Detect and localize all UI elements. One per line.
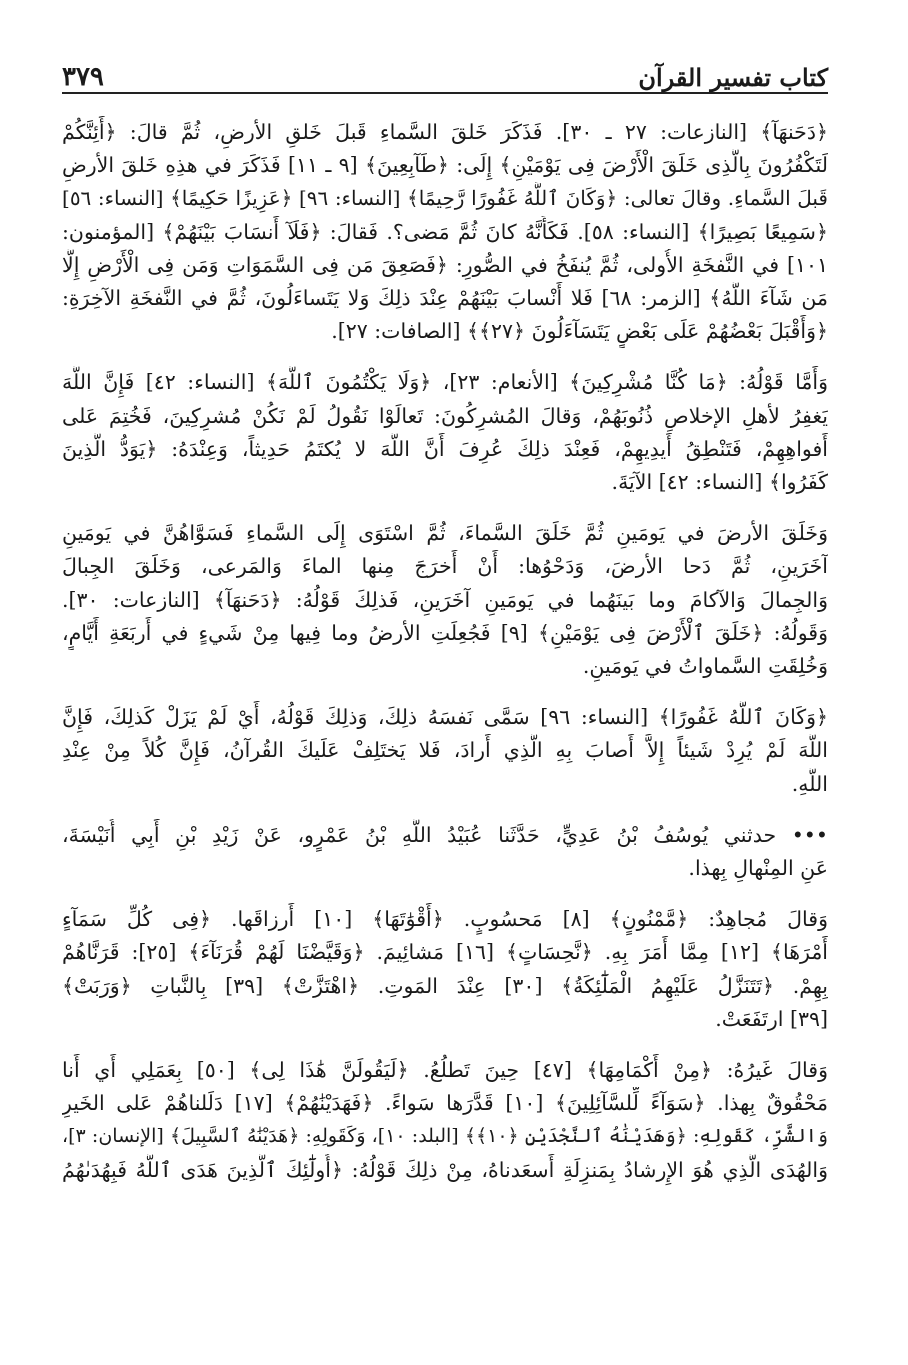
text-line: ﴿دَحَنهَآ﴾ [النازعات: ٢٧ ـ ٣٠]. فَذَكَرَ خَلقَ السَّماءِ قَبلَ خَلقِ الأرضِ، ثُمَّ قالَ: ﴿أَئِنَّكُمْ bbox=[62, 120, 828, 144]
paragraph-2 bbox=[62, 366, 828, 499]
text-line: بِهِمْ. ﴿تَتَنَزَّلُ عَلَيْهِمُ الْمَلَٰٓئِكَةُ﴾ [٣٠] عِنْدَ المَوتِ. ﴿اهْتَزَّتْ﴾ [٣٩] بِالنَّباتِ ﴿وَرَبَتْ﴾ bbox=[62, 973, 828, 998]
text-line: مَحْقُوقٌ بِهذا. ﴿سَوَآءً لِّلسَّآئِلِينَ﴾ [١٠] قَدَّرَها سَواءً. ﴿فَهَدَيْنَٰهُمْ﴾ [١٧] دَلَلناهُمْ عَلى الخَيرِ bbox=[62, 1091, 828, 1116]
paragraph-7 bbox=[62, 1054, 828, 1187]
paragraph-1 bbox=[62, 116, 828, 348]
text-line: وَالجِمالَ وَالآكامَ وما بَينَهُما في يَومَينِ آخَرَينِ، فَذلِكَ قَوْلُهُ: ﴿دَحَنهَآ﴾ [النازعات: ٣٠]. bbox=[62, 587, 828, 612]
text-line: وَقالَ مُجاهِدٌ: ﴿مَّمْنُونٍ﴾ [٨] مَحسُوبٍ. ﴿أَقْوَٰتَهَا﴾ [١٠] أَرزاقَها. ﴿فِى كُلِّ سَمَآءٍ bbox=[62, 907, 828, 932]
text-line: وَقالَ غَيرُهُ: ﴿مِنْ أَكْمَامِهَا﴾ [٤٧] حِينَ تَطلُعُ. ﴿لَيَقُولَنَّ هَٰذَا لِى﴾ [٥٠] بِعَمَلِي أَي أَنا bbox=[62, 1058, 828, 1083]
text-line: ﴿سَمِيعًا بَصِيرًا﴾ [النساء: ٥٨]. فَكَأَنَّهُ كانَ ثُمَّ مَضى؟. فَقالَ: ﴿فَلَآ أَنسَابَ بَيْنَهُمْ﴾ [المؤمنون: bbox=[62, 219, 828, 244]
text-line: ••• حدثني يُوسُفُ بْنُ عَدِيٍّ، حَدَّثَنا عُبَيْدُ اللَّهِ بْنُ عَمْرٍو، عَنْ زَيْدِ بْنِ أَبِي أُنَيْسَةَ، bbox=[62, 822, 828, 847]
paragraph-3 bbox=[62, 517, 828, 683]
text-line: يَغفِرُ لأهلِ الإخلاصِ ذُنُوبَهُمْ، وَقالَ المُشرِكُونَ: تَعالَوْا نَقُولُ لَمْ نَكُنْ مُشرِكِينَ، فَخُتِمَ عَلى bbox=[62, 403, 828, 428]
text-line: وَالهُدَى الَّذِي هُوَ الإِرشادُ بِمَنزِلَةِ أَسعَدناهُ، مِنْ ذلِكَ قَوْلُهُ: ﴿أُولَٰٓئِكَ ٱلَّذِينَ هَدَى ٱللَّهُ فَبِهُدَىٰهُمُ bbox=[62, 1157, 828, 1182]
text-line: وَخُلِقَتِ السَّماواتُ في يَومَينِ. bbox=[582, 654, 828, 679]
text-line: كَفَرُوا﴾ [النساء: ٤٢] الآيَةَ. bbox=[611, 470, 828, 495]
text-line: قَبلَ السَّماءِ. وقالَ تعالى: ﴿وَكَانَ ٱللَّهُ غَفُورًا رَّحِيمًا﴾ [النساء: ٩٦] ﴿عَزِيزًا حَكِيمًا﴾ [النساء: ٥٦] bbox=[62, 186, 828, 211]
text-line: لَتَكْفُرُونَ بِالَّذِى خَلَقَ الْأَرْضَ فِى يَوْمَيْنِ﴾ إِلَى: ﴿طَآبِعِينَ﴾ [٩ ـ ١١] فَذَكَرَ في هذِهِ خَلقَ الأرضِ bbox=[62, 153, 828, 178]
text-line: اللَّهَ لَمْ يُرِدْ شَيئاً إِلاَّ أَصابَ بِهِ الَّذِي أَرادَ، فَلا يَختَلِفْ عَلَيكَ القُرآنُ، فَإِنَّ كُلاً مِنْ عِنْدِ bbox=[62, 738, 828, 763]
paragraph-4 bbox=[62, 701, 828, 801]
text-line: أَمْرَهَا﴾ [١٢] مِمَّا أَمَرَ بِهِ. ﴿نَّحِسَاتٍ﴾ [١٦] مَشائِيمَ. ﴿وَقَيَّضْنَا لَهُمْ قُرَنَآءَ﴾ [٢٥]: قَرَنَّاهُمْ bbox=[62, 940, 828, 965]
book-title: كتاب تفسير القرآن bbox=[638, 63, 828, 92]
text-line: أَفواهِهِمْ، فَتَنْطِقُ أَيدِيهِمْ، فَعِنْدَ ذلِكَ عُرِفَ أَنَّ اللَّهَ لا يُكتَمُ حَدِيثاً، وَعِنْدَهُ: ﴿يَوَدُّ الَّذِينَ bbox=[62, 436, 828, 461]
text-line: ١٠١] في النَّفخَةِ الأُولى، ثُمَّ يُنفَخُ في الصُّورِ: ﴿فَصَعِقَ مَن فِى السَّمَوَاتِ وَمَن فِى الْأَرْضِ إِلَّا bbox=[62, 252, 828, 277]
page-header bbox=[62, 30, 828, 94]
text-line: وَخَلَقَ الأرضَ في يَومَينِ ثُمَّ خَلَقَ السَّماءَ، ثُمَّ اسْتَوَى إِلَى السَّماءِ فَسَوَّاهُنَّ في يَومَينِ bbox=[62, 521, 828, 546]
text-line: ﴿وَكَانَ ٱللَّهُ غَفُورًا﴾ [النساء: ٩٦] سَمَّى نَفسَهُ ذلِكَ، وَذلِكَ قَوْلُهُ، أَيْ لَمْ يَزَلْ كَذلِكَ، فَإِنَّ bbox=[62, 705, 828, 730]
text-line: اللَّهِ. bbox=[791, 771, 828, 796]
text-line: مَن شَآءَ اللَّهُ﴾ [الزمر: ٦٨] فَلا أَنْسابَ بَيْنَهُمْ عِنْدَ ذلِكَ وَلا يَتَساءَلُونَ، ثُمَّ في النَّفخَةِ الآخِرَةِ: bbox=[62, 286, 828, 311]
text-line: ﴿وَأَقْبَلَ بَعْضُهُمْ عَلَى بَعْضٍ يَتَسَآءَلُونَ ﴿٢٧﴾﴾ [الصافات: ٢٧]. bbox=[331, 319, 828, 344]
text-line: وَالشَّرِّ، كَقَولِهِ: ﴿وَهَدَيْنَٰهُ ٱلنَّجْدَيْنِ ﴿١٠﴾﴾ [البلد: ١٠]، وَكَقَولِهِ: ﴿هَدَيْنَٰهُ ٱلسَّبِيلَ﴾ [الإنسان: ٣]، bbox=[62, 1125, 828, 1148]
text-line: [٣٩] ارتَفَعَتْ. bbox=[715, 1006, 828, 1031]
paragraph-5 bbox=[62, 819, 828, 885]
text-line: وَأَمَّا قَوْلُهُ: ﴿مَا كُنَّا مُشْرِكِينَ﴾ [الأنعام: ٢٣]، ﴿وَلَا يَكْتُمُونَ ٱللَّهَ﴾ [النساء: ٤٢] فَإِنَّ اللَّهَ bbox=[62, 370, 828, 395]
text-line: عَنِ المِنْهالِ بِهذا. bbox=[688, 856, 828, 881]
page-number: ٣٧٩ bbox=[62, 62, 104, 92]
text-line: وَقَولُهُ: ﴿خَلَقَ ٱلْأَرْضَ فِى يَوْمَيْنِ﴾ [٩] فَجُعِلَتِ الأرضُ وما فِيها مِنْ شَيءٍ في أَربَعَةِ أَيَّامٍ، bbox=[62, 620, 828, 645]
paragraph-6 bbox=[62, 903, 828, 1036]
text-line: آخَرَينِ، ثُمَّ دَحا الأرضَ، وَدَحْوُها: أَنْ أَخرَجَ مِنها الماءَ وَالمَرعى، وَخَلَقَ الجِبالَ bbox=[62, 554, 828, 579]
